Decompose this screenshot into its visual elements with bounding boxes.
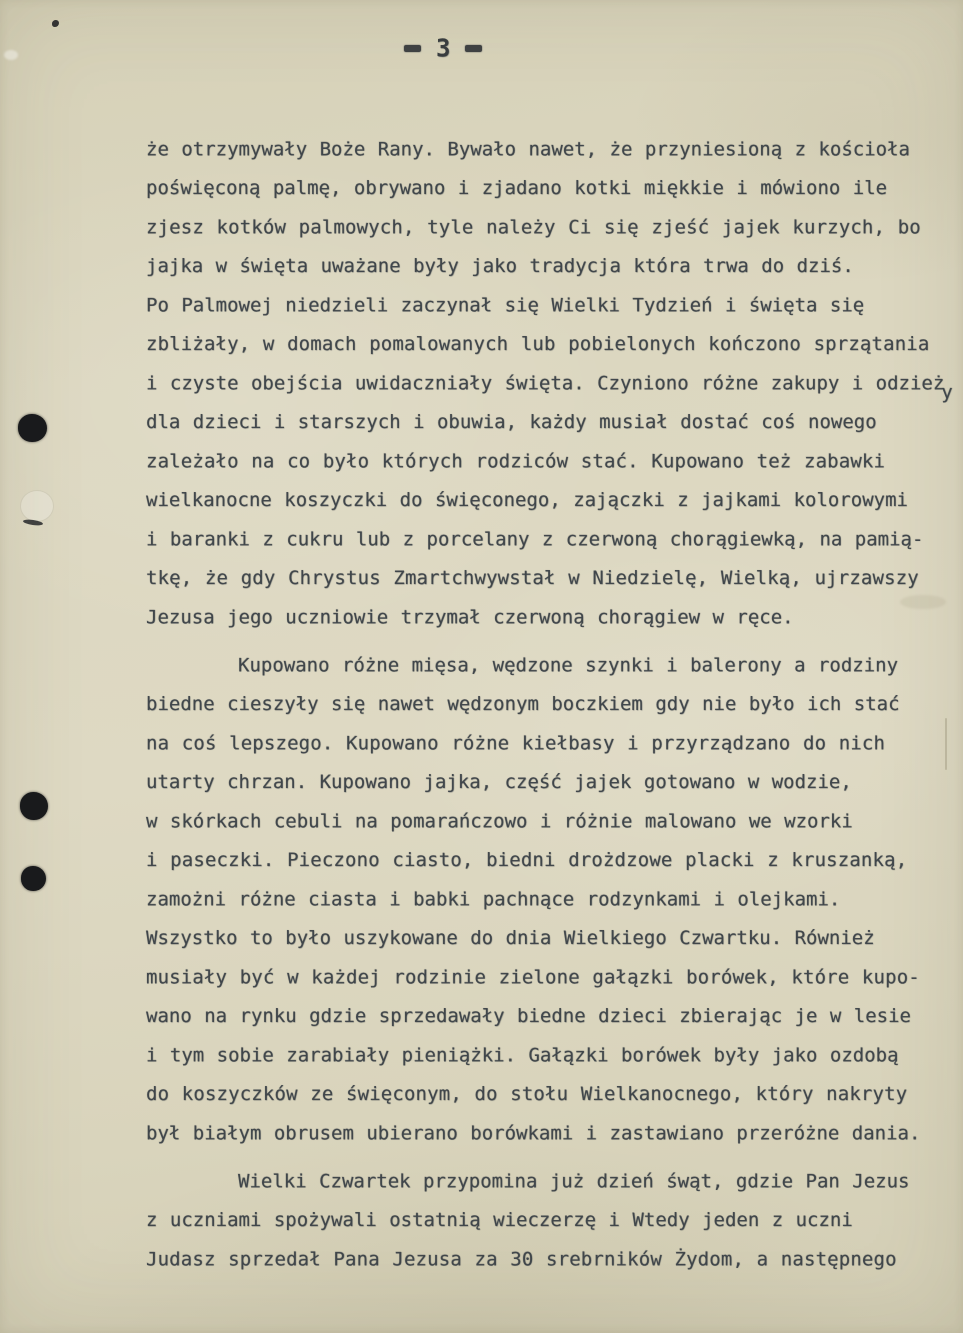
paragraph (146, 646, 958, 1153)
text-line: tkę, że gdy Chrystus Zmartchwywstał w Niedzielę, Wielką, ujrzawszy (146, 567, 919, 589)
hole-punch-mark (20, 792, 48, 820)
text-line: zależało na co było których rodziców stać. Kupowano też zabawki (146, 450, 886, 473)
text-line: zjesz kotków palmowych, tyle należy Ci się zjeść jajek kurzych, bo (146, 216, 921, 239)
paper-crease-mark (945, 718, 947, 770)
text-line: że otrzymywały Boże Rany. Bywało nawet, że przyniesioną z kościoła (146, 138, 910, 161)
text-line: Judasz sprzedał Pana Jezusa za 30 srebrników Żydom, a następnego (146, 1248, 897, 1271)
text-line: z uczniami spożywali ostatnią wieczerzę i Wtedy jeden z uczni (146, 1209, 853, 1231)
text-line: dla dzieci i starszych i obuwia, każdy musiał dostać coś nowego (146, 411, 877, 433)
text-line: i tym sobie zarabiały pieniążki. Gałązki borówek były jako ozdobą (146, 1044, 899, 1067)
ink-speck (52, 20, 59, 27)
text-line: Po Palmowej niedzieli zaczynał się Wielki Tydzień i święta się (146, 294, 865, 317)
dropped-character: y (941, 381, 953, 404)
paragraph (146, 1162, 958, 1279)
dash-mark-right (465, 45, 482, 52)
page-number-header (404, 33, 482, 63)
text-line: Kupowano różne mięsa, wędzone szynki i balerony a rodziny (238, 654, 899, 677)
text-line: i paseczki. Pieczono ciasto, biedni drożdzowe placki z kruszanką, (146, 849, 908, 871)
text-line: Wielki Czwartek przypomina już dzień śwąt, gdzie Pan Jezus (238, 1170, 910, 1193)
text-line: wano na rynku gdzie sprzedawały biedne dzieci zbierając je w lesie (146, 1005, 911, 1027)
page-number: 3 (436, 33, 451, 63)
text-line: i czyste obejścia uwidaczniały święta. Czyniono różne zakupy i odzieży (146, 364, 958, 403)
text-line: jajka w święta uważane były jako tradycja która trwa do dziś. (146, 255, 854, 277)
text-line: na coś lepszego. Kupowano różne kiełbasy i przyrządzano do nich (146, 732, 886, 755)
text-line: poświęconą palmę, obrywano i zjadano kotki miękkie i mówiono ile (146, 177, 888, 199)
text-line: zbliżały, w domach pomalowanych lub pobielonych kończono sprzątania (146, 333, 930, 355)
text-line: wielkanocne koszyczki do święconego, zajączki z jajkami kolorowymi (146, 489, 908, 511)
text-line: utarty chrzan. Kupowano jajka, część jajek gotowano w wodzie, (146, 771, 852, 793)
text-line: zamożni różne ciasta i babki pachnące rodzynkami i olejkami. (146, 888, 841, 911)
paragraph (146, 130, 958, 637)
text-line: biedne cieszyły się nawet wędzonym boczkiem gdy nie było ich stać (146, 693, 900, 715)
text-line: musiały być w każdej rodzinie zielone gałązki borówek, które kupo- (146, 966, 920, 989)
hole-punch-mark (18, 414, 47, 442)
text-line: Jezusa jego uczniowie trzymał czerwoną chorągiew w ręce. (146, 606, 794, 629)
text-line: Wszystko to było uszykowane do dnia Wielkiego Czwartku. Również (146, 927, 875, 949)
text-line: w skórkach cebuli na pomarańczowo i różnie malowano we wzorki (146, 810, 853, 833)
text-line: był białym obrusem ubierano borówkami i zastawiano przeróżne dania. (146, 1122, 921, 1145)
typewritten-text (146, 130, 958, 1279)
paper-smudge (900, 595, 946, 609)
dash-mark-left (404, 45, 421, 52)
text-line: do koszyczków ze święconym, do stołu Wielkanocnego, który nakryty (146, 1083, 908, 1105)
paper-smudge (4, 50, 18, 60)
hole-punch-ghost (20, 490, 54, 522)
hole-punch-mark (21, 866, 46, 891)
text-line: i baranki z cukru lub z porcelany z czerwoną chorągiewką, na pamią- (146, 528, 924, 551)
